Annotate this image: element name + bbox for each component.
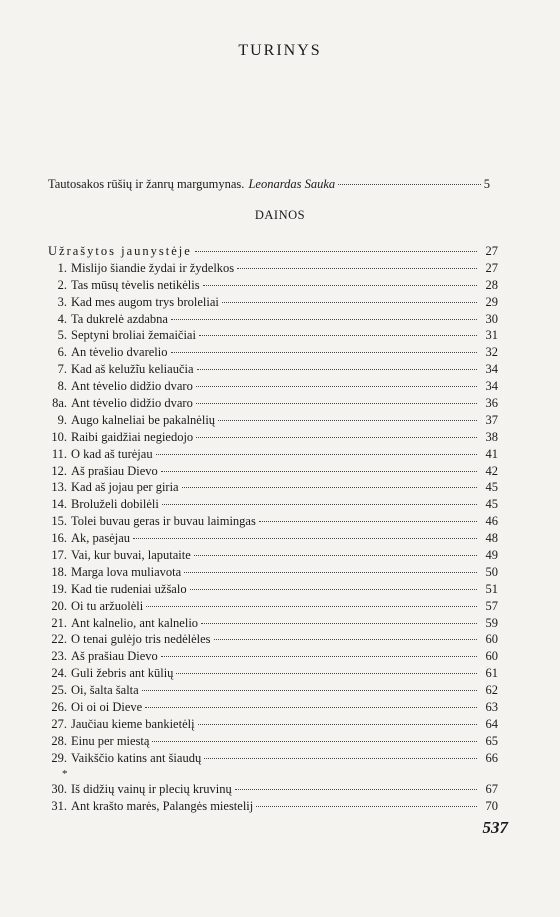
toc-entry-title: Guli žebris ant kūlių [71, 666, 174, 681]
dot-leader [201, 623, 477, 624]
toc-entry-number: 25. [51, 683, 67, 698]
toc-entry [48, 479, 498, 496]
toc-entry-page: 63 [485, 700, 498, 715]
toc-entry [48, 581, 498, 598]
toc-entry [48, 513, 498, 530]
toc-entry-title: Kad aš jojau per giria [71, 480, 179, 495]
toc-entry [48, 682, 498, 699]
intro-page: 5 [483, 177, 490, 191]
asterisk-mark: * [62, 767, 68, 780]
toc-entry [48, 767, 498, 781]
toc-entry [48, 496, 498, 513]
dot-leader [161, 471, 477, 472]
dot-leader [142, 690, 477, 691]
toc-entry-title: Kad tie rudeniai užšalo [71, 581, 187, 596]
toc-entry-number: 3. [57, 294, 67, 309]
dot-leader [195, 251, 477, 252]
dot-leader [176, 673, 477, 674]
toc-entry-page: 34 [485, 379, 498, 394]
toc-entry-page: 29 [485, 294, 498, 309]
toc-entry-page: 60 [485, 649, 498, 664]
toc-entry-number: 5. [57, 328, 67, 343]
toc-entry [48, 733, 498, 750]
dot-leader [197, 369, 477, 370]
toc-entry-page: 64 [485, 716, 498, 731]
dot-leader [146, 606, 477, 607]
toc-entry-number: 7. [57, 362, 67, 377]
toc-entry [48, 781, 498, 798]
dot-leader [196, 437, 477, 438]
toc-entry-title: Oi tu aržuolėli [71, 598, 144, 613]
toc-entry-page: 36 [485, 396, 498, 411]
toc-entry [48, 798, 498, 815]
toc-entry-page: 38 [485, 429, 498, 444]
toc-entry-page: 59 [485, 615, 498, 630]
toc-entry-number: 31. [51, 798, 67, 813]
toc-entry [48, 615, 498, 632]
toc-entry-title: O kad aš turėjau [71, 446, 153, 461]
toc-entry-title: Užrašytos jaunystėje [48, 244, 192, 258]
toc-entry [48, 311, 498, 328]
toc-entry [48, 446, 498, 463]
toc-entry [48, 243, 498, 260]
toc-entry [48, 699, 498, 716]
toc-entry-title: O tenai gulėjo tris nedėlėles [71, 632, 211, 647]
toc-entry-title: Augo kalneliai be pakalnėlių [71, 412, 216, 427]
toc-entry-page: 32 [485, 345, 498, 360]
toc-entry-title: Jaučiau kieme bankietėlį [71, 716, 195, 731]
toc-entry-title: Raibi gaidžiai negiedojo [71, 429, 194, 444]
toc-entry-title: Tolei buvau geras ir buvau laimingas [71, 514, 256, 529]
dot-leader [156, 454, 477, 455]
toc-entry-title: Ant kalnelio, ant kalnelio [71, 615, 199, 630]
intro-author: Leonardas Sauka [248, 177, 336, 191]
toc-entry-number: 8. [57, 379, 67, 394]
toc-entry-page: 50 [485, 564, 498, 579]
toc-entry [48, 631, 498, 648]
toc-entry-title: Ant krašto marės, Palangės miestelij [71, 798, 254, 813]
toc-entry-title: Marga lova muliavota [71, 564, 182, 579]
toc-entry-title: Broluželi dobilėli [71, 497, 159, 512]
toc-entry-page: 62 [485, 683, 498, 698]
dot-leader [338, 184, 481, 185]
toc-entry-page: 27 [485, 244, 498, 258]
toc-entry-number: 21. [51, 615, 67, 630]
toc-entry-title: An tėvelio dvarelio [71, 345, 168, 360]
toc-entry [48, 327, 498, 344]
toc-entry-number: 14. [51, 497, 67, 512]
dot-leader [190, 589, 477, 590]
toc-entry-page: 70 [485, 798, 498, 813]
toc-entry-number: 19. [51, 581, 67, 596]
page-title: TURINYS [238, 42, 322, 59]
toc-entry-number: 11. [51, 446, 67, 461]
toc-entry-title: Ant tėvelio didžio dvaro [71, 396, 193, 411]
toc-entry [48, 378, 498, 395]
toc-entry-number: 8a. [52, 396, 67, 411]
dot-leader [171, 319, 477, 320]
dot-leader [237, 268, 477, 269]
toc-entry-title: Aš prašiau Dievo [71, 649, 158, 664]
toc-entry-title: Oi, šalta šalta [71, 683, 139, 698]
toc-entry [48, 395, 498, 412]
intro-title: Tautosakos rūšių ir žanrų margumynas. [48, 177, 245, 191]
toc-entry-page: 41 [485, 446, 498, 461]
toc-entry-page: 57 [485, 598, 498, 613]
toc-entry-page: 34 [485, 362, 498, 377]
toc-entry-number: 13. [51, 480, 67, 495]
toc-entry [48, 260, 498, 277]
toc-entry-number: 15. [51, 514, 67, 529]
dot-leader [145, 707, 477, 708]
dot-leader [259, 521, 477, 522]
toc-entry-title: Iš didžių vainų ir plecių kruvinų [71, 781, 232, 796]
toc-entry-title: Aš prašiau Dievo [71, 463, 158, 478]
toc-entry [48, 547, 498, 564]
dot-leader [196, 403, 477, 404]
dot-leader [133, 538, 477, 539]
dot-leader [256, 806, 477, 807]
toc-entry-page: 30 [485, 311, 498, 326]
toc-entry-number: 6. [57, 345, 67, 360]
toc-entry-number: 29. [51, 750, 67, 765]
toc-entry-page: 27 [485, 260, 498, 275]
toc-entry [48, 361, 498, 378]
toc-entry-title: Einu per miestą [71, 733, 150, 748]
toc-entry-title: Mislijo šiandie žydai ir žydelkos [71, 260, 235, 275]
dot-leader [184, 572, 477, 573]
toc-entry-number: 9. [57, 412, 67, 427]
dot-leader [152, 741, 477, 742]
dot-leader [194, 555, 477, 556]
dot-leader [196, 386, 477, 387]
toc-entry-page: 49 [485, 548, 498, 563]
dot-leader [214, 639, 477, 640]
section-heading: DAINOS [254, 208, 306, 222]
toc-entry-page: 45 [485, 497, 498, 512]
toc-entry-page: 61 [485, 666, 498, 681]
toc-entry [48, 665, 498, 682]
toc-entry-number: 1. [57, 260, 67, 275]
toc-entry-page: 48 [485, 531, 498, 546]
toc-entry-number: 18. [51, 564, 67, 579]
toc-entry-number: 17. [51, 548, 67, 563]
toc-entry [48, 429, 498, 446]
toc-entry-number: 16. [51, 531, 67, 546]
toc-entry-number: 24. [51, 666, 67, 681]
toc-entry-number: 23. [51, 649, 67, 664]
toc-entry [48, 716, 498, 733]
toc-entry-title: Kad aš keluž̃iu keliaučia [71, 362, 194, 377]
toc-entry-page: 51 [485, 581, 498, 596]
dot-leader [235, 789, 477, 790]
toc-entry [48, 412, 498, 429]
toc-entry-title: Vaikščio katins ant šiaudų [71, 750, 202, 765]
toc-entry-page: 28 [485, 277, 498, 292]
toc-entry-title: Ak, pasėjau [71, 531, 131, 546]
dot-leader [199, 335, 477, 336]
toc-entry-number: 2. [57, 277, 67, 292]
toc-entry [48, 294, 498, 311]
toc-entry-title: Kad mes augom trys broleliai [71, 294, 219, 309]
toc-entry-page: 66 [485, 750, 498, 765]
toc-entry-title: Ant tėvelio didžio dvaro [71, 379, 193, 394]
dot-leader [218, 420, 477, 421]
dot-leader [198, 724, 477, 725]
toc-entry-page: 31 [485, 328, 498, 343]
toc-entry-number: 10. [51, 429, 67, 444]
toc-entry-title: Tas mūsų tėvelis netikėlis [71, 277, 200, 292]
dot-leader [182, 487, 477, 488]
dot-leader [204, 758, 477, 759]
toc-entry [48, 648, 498, 665]
dot-leader [222, 302, 477, 303]
table-of-contents [48, 243, 498, 814]
toc-entry [48, 277, 498, 294]
toc-entry-number: 27. [51, 716, 67, 731]
toc-entry-title: Ta dukrelė azdabna [71, 311, 168, 326]
toc-entry [48, 750, 498, 767]
toc-entry-page: 60 [485, 632, 498, 647]
toc-entry-page: 45 [485, 480, 498, 495]
dot-leader [203, 285, 477, 286]
toc-entry [48, 344, 498, 361]
toc-entry [48, 564, 498, 581]
toc-entry [48, 598, 498, 615]
intro-entry [48, 177, 490, 192]
toc-entry-number: 12. [51, 463, 67, 478]
toc-entry [48, 463, 498, 480]
toc-entry-title: Vai, kur buvai, laputaite [71, 548, 191, 563]
page-number: 537 [482, 818, 508, 837]
dot-leader [162, 504, 477, 505]
toc-entry-page: 42 [485, 463, 498, 478]
toc-entry-page: 65 [485, 733, 498, 748]
toc-entry-number: 22. [51, 632, 67, 647]
toc-entry-number: 20. [51, 598, 67, 613]
dot-leader [161, 656, 477, 657]
toc-entry-number: 30. [51, 781, 67, 796]
toc-entry-number: 28. [51, 733, 67, 748]
toc-entry [48, 530, 498, 547]
toc-entry-page: 46 [485, 514, 498, 529]
toc-entry-title: Septyni broliai žemaičiai [71, 328, 196, 343]
toc-entry-number: 4. [57, 311, 67, 326]
toc-entry-page: 37 [485, 412, 498, 427]
dot-leader [171, 352, 478, 353]
toc-entry-page: 67 [485, 781, 498, 796]
toc-entry-number: 26. [51, 700, 67, 715]
toc-entry-title: Oi oi oi Dieve [71, 700, 143, 715]
